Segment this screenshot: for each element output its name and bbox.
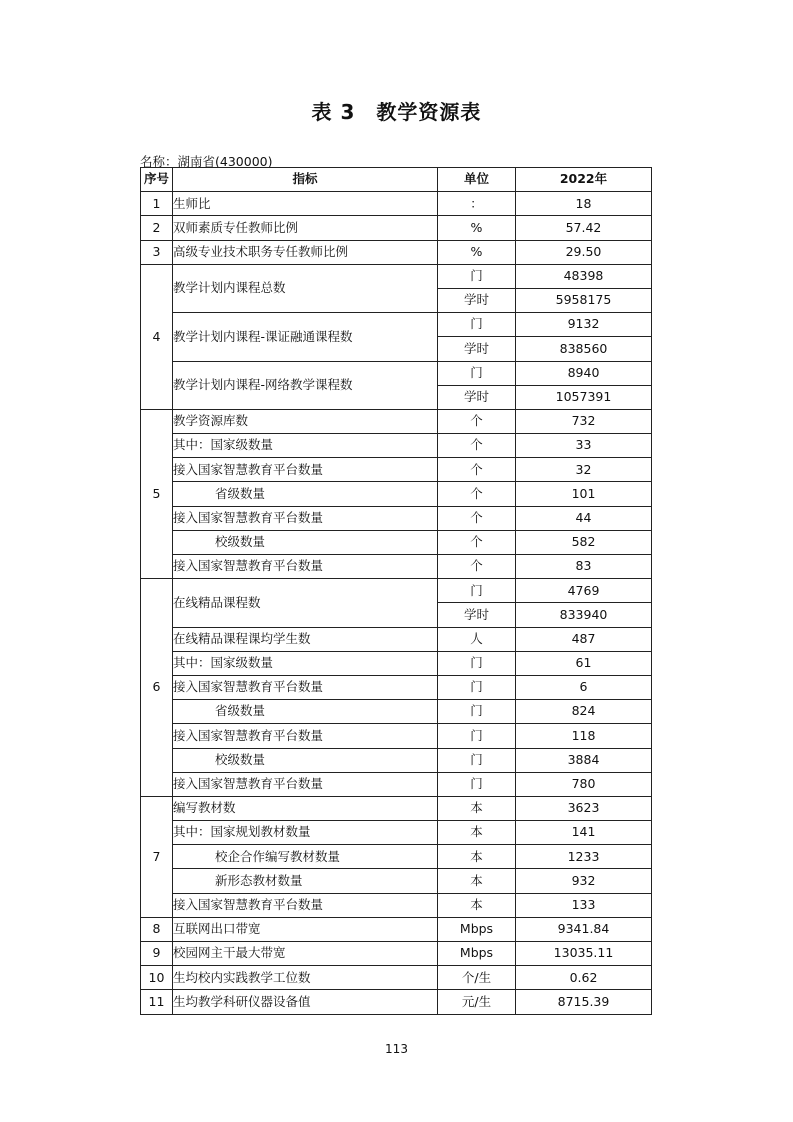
unit-cell: 门	[438, 264, 516, 288]
table-row	[141, 192, 652, 216]
unit-cell: 本	[438, 845, 516, 869]
unit-cell: 门	[438, 724, 516, 748]
value-cell: 838560	[516, 337, 652, 361]
value-cell: 833940	[516, 603, 652, 627]
region-label: 名称：湖南省(430000)	[140, 154, 273, 169]
indicator-cell: 教学资源库数	[173, 409, 438, 433]
indicator-cell: 教学计划内课程-课证融通课程数	[173, 313, 438, 361]
header-unit: 单位	[438, 168, 516, 192]
table-row	[141, 724, 652, 748]
unit-cell: 个	[438, 506, 516, 530]
unit-cell: 门	[438, 651, 516, 675]
seq-cell: 2	[141, 216, 173, 240]
unit-cell: 个	[438, 555, 516, 579]
indicator-cell: 校园网主干最大带宽	[173, 942, 438, 966]
indicator-cell: 其中：国家级数量	[173, 434, 438, 458]
unit-cell: 门	[438, 748, 516, 772]
value-cell: 1233	[516, 845, 652, 869]
value-cell: 0.62	[516, 966, 652, 990]
value-cell: 44	[516, 506, 652, 530]
unit-cell: ：	[438, 192, 516, 216]
unit-cell: Mbps	[438, 917, 516, 941]
indicator-cell: 教学计划内课程总数	[173, 264, 438, 312]
seq-cell: 4	[141, 264, 173, 409]
table-row	[141, 482, 652, 506]
unit-cell: %	[438, 240, 516, 264]
indicator-cell: 新形态教材数量	[173, 869, 438, 893]
table-row	[141, 313, 652, 337]
unit-cell: 门	[438, 361, 516, 385]
indicator-cell: 校级数量	[173, 748, 438, 772]
indicator-cell: 接入国家智慧教育平台数量	[173, 555, 438, 579]
table-row	[141, 700, 652, 724]
indicator-cell: 编写教材数	[173, 796, 438, 820]
value-cell: 932	[516, 869, 652, 893]
unit-cell: 门	[438, 313, 516, 337]
seq-cell: 3	[141, 240, 173, 264]
value-cell: 732	[516, 409, 652, 433]
value-cell: 5958175	[516, 288, 652, 312]
table-row	[141, 893, 652, 917]
indicator-cell: 省级数量	[173, 700, 438, 724]
table-row	[141, 409, 652, 433]
value-cell: 582	[516, 530, 652, 554]
value-cell: 3623	[516, 796, 652, 820]
seq-cell: 7	[141, 796, 173, 917]
value-cell: 13035.11	[516, 942, 652, 966]
value-cell: 61	[516, 651, 652, 675]
indicator-cell: 生均教学科研仪器设备值	[173, 990, 438, 1014]
table-row	[141, 869, 652, 893]
table-row	[141, 651, 652, 675]
indicator-cell: 接入国家智慧教育平台数量	[173, 458, 438, 482]
header-year: 2022年	[516, 168, 652, 192]
indicator-cell: 校企合作编写教材数量	[173, 845, 438, 869]
value-cell: 4769	[516, 579, 652, 603]
value-cell: 133	[516, 893, 652, 917]
unit-cell: 个	[438, 482, 516, 506]
table-row	[141, 627, 652, 651]
unit-cell: 本	[438, 796, 516, 820]
indicator-cell: 双师素质专任教师比例	[173, 216, 438, 240]
table-row	[141, 530, 652, 554]
table-row	[141, 458, 652, 482]
indicator-cell: 教学计划内课程-网络教学课程数	[173, 361, 438, 409]
value-cell: 9132	[516, 313, 652, 337]
seq-cell: 6	[141, 579, 173, 797]
unit-cell: 门	[438, 579, 516, 603]
table-row	[141, 748, 652, 772]
value-cell: 780	[516, 772, 652, 796]
table-row	[141, 821, 652, 845]
seq-cell: 1	[141, 192, 173, 216]
value-cell: 18	[516, 192, 652, 216]
value-cell: 83	[516, 555, 652, 579]
table-row	[141, 434, 652, 458]
unit-cell: 个	[438, 458, 516, 482]
unit-cell: Mbps	[438, 942, 516, 966]
table-row	[141, 579, 652, 603]
unit-cell: 学时	[438, 288, 516, 312]
indicator-cell: 接入国家智慧教育平台数量	[173, 506, 438, 530]
table-row	[141, 555, 652, 579]
unit-cell: 学时	[438, 385, 516, 409]
header-row	[141, 168, 652, 192]
indicator-cell: 在线精品课程数	[173, 579, 438, 627]
table-row	[141, 216, 652, 240]
indicator-cell: 在线精品课程课均学生数	[173, 627, 438, 651]
unit-cell: 本	[438, 869, 516, 893]
table-row	[141, 675, 652, 699]
table-title: 表 3 教学资源表	[311, 100, 482, 124]
table-row	[141, 506, 652, 530]
value-cell: 101	[516, 482, 652, 506]
header-indicator: 指标	[173, 168, 438, 192]
value-cell: 1057391	[516, 385, 652, 409]
value-cell: 8715.39	[516, 990, 652, 1014]
unit-cell: 元/生	[438, 990, 516, 1014]
page-number: 113	[385, 1042, 408, 1056]
table-row	[141, 917, 652, 941]
value-cell: 141	[516, 821, 652, 845]
indicator-cell: 其中：国家规划教材数量	[173, 821, 438, 845]
table-row	[141, 264, 652, 288]
value-cell: 29.50	[516, 240, 652, 264]
indicator-cell: 省级数量	[173, 482, 438, 506]
indicator-cell: 生均校内实践教学工位数	[173, 966, 438, 990]
seq-cell: 8	[141, 917, 173, 941]
value-cell: 33	[516, 434, 652, 458]
value-cell: 48398	[516, 264, 652, 288]
unit-cell: 学时	[438, 603, 516, 627]
unit-cell: 个/生	[438, 966, 516, 990]
table-row	[141, 796, 652, 820]
table-row	[141, 845, 652, 869]
value-cell: 8940	[516, 361, 652, 385]
unit-cell: 人	[438, 627, 516, 651]
unit-cell: 本	[438, 893, 516, 917]
indicator-cell: 其中：国家级数量	[173, 651, 438, 675]
unit-cell: 个	[438, 434, 516, 458]
table-row	[141, 966, 652, 990]
indicator-cell: 接入国家智慧教育平台数量	[173, 675, 438, 699]
indicator-cell: 接入国家智慧教育平台数量	[173, 724, 438, 748]
unit-cell: 门	[438, 675, 516, 699]
seq-cell: 9	[141, 942, 173, 966]
table-row	[141, 772, 652, 796]
header-seq: 序号	[141, 168, 173, 192]
unit-cell: 门	[438, 700, 516, 724]
table-row	[141, 361, 652, 385]
value-cell: 6	[516, 675, 652, 699]
table-row	[141, 990, 652, 1014]
value-cell: 3884	[516, 748, 652, 772]
value-cell: 118	[516, 724, 652, 748]
value-cell: 824	[516, 700, 652, 724]
value-cell: 487	[516, 627, 652, 651]
unit-cell: 学时	[438, 337, 516, 361]
unit-cell: 个	[438, 409, 516, 433]
indicator-cell: 接入国家智慧教育平台数量	[173, 893, 438, 917]
seq-cell: 5	[141, 409, 173, 578]
teaching-resources-table	[140, 167, 652, 1015]
seq-cell: 11	[141, 990, 173, 1014]
table-row	[141, 240, 652, 264]
unit-cell: 门	[438, 772, 516, 796]
value-cell: 32	[516, 458, 652, 482]
value-cell: 9341.84	[516, 917, 652, 941]
indicator-cell: 高级专业技术职务专任教师比例	[173, 240, 438, 264]
value-cell: 57.42	[516, 216, 652, 240]
unit-cell: 个	[438, 530, 516, 554]
unit-cell: %	[438, 216, 516, 240]
indicator-cell: 生师比	[173, 192, 438, 216]
table-row	[141, 942, 652, 966]
seq-cell: 10	[141, 966, 173, 990]
indicator-cell: 接入国家智慧教育平台数量	[173, 772, 438, 796]
unit-cell: 本	[438, 821, 516, 845]
indicator-cell: 校级数量	[173, 530, 438, 554]
indicator-cell: 互联网出口带宽	[173, 917, 438, 941]
